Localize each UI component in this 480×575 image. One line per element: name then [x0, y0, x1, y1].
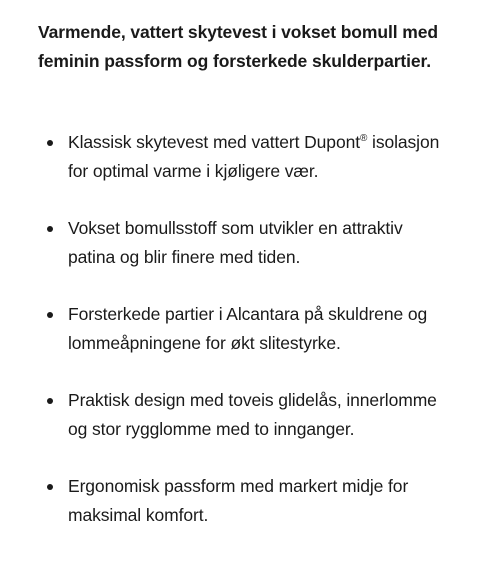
- list-item: [38, 386, 442, 444]
- feature-text: Ergonomisk passform med markert midje for maksimal komfort.: [68, 476, 409, 525]
- feature-text: Vokset bomullsstoff som utvikler en attraktiv patina og blir finere med tiden.: [68, 218, 403, 267]
- bullet-icon: [47, 140, 53, 146]
- feature-text: Forsterkede partier i Alcantara på skuldrene og lommeåpningene for økt slitestyrke.: [68, 304, 428, 353]
- list-item: [38, 472, 442, 530]
- bullet-icon: [47, 226, 53, 232]
- list-item: [38, 300, 442, 358]
- list-item: [38, 214, 442, 272]
- bullet-icon: [47, 312, 53, 318]
- list-item: [38, 128, 442, 186]
- bullet-icon: [47, 398, 53, 404]
- registered-mark: ®: [359, 133, 368, 145]
- feature-list: [38, 128, 442, 530]
- bullet-icon: [47, 484, 53, 490]
- feature-text: Praktisk design med toveis glidelås, innerlomme og stor rygglomme med to innganger.: [68, 390, 437, 439]
- feature-text: Klassisk skytevest med vattert Dupont: [68, 132, 360, 152]
- product-intro: Varmende, vattert skytevest i vokset bomull med feminin passform og forsterkede skulderpartier.: [38, 22, 438, 71]
- feature-text-continued: isolasjon for optimal varme i kjøligere vær.: [68, 132, 440, 181]
